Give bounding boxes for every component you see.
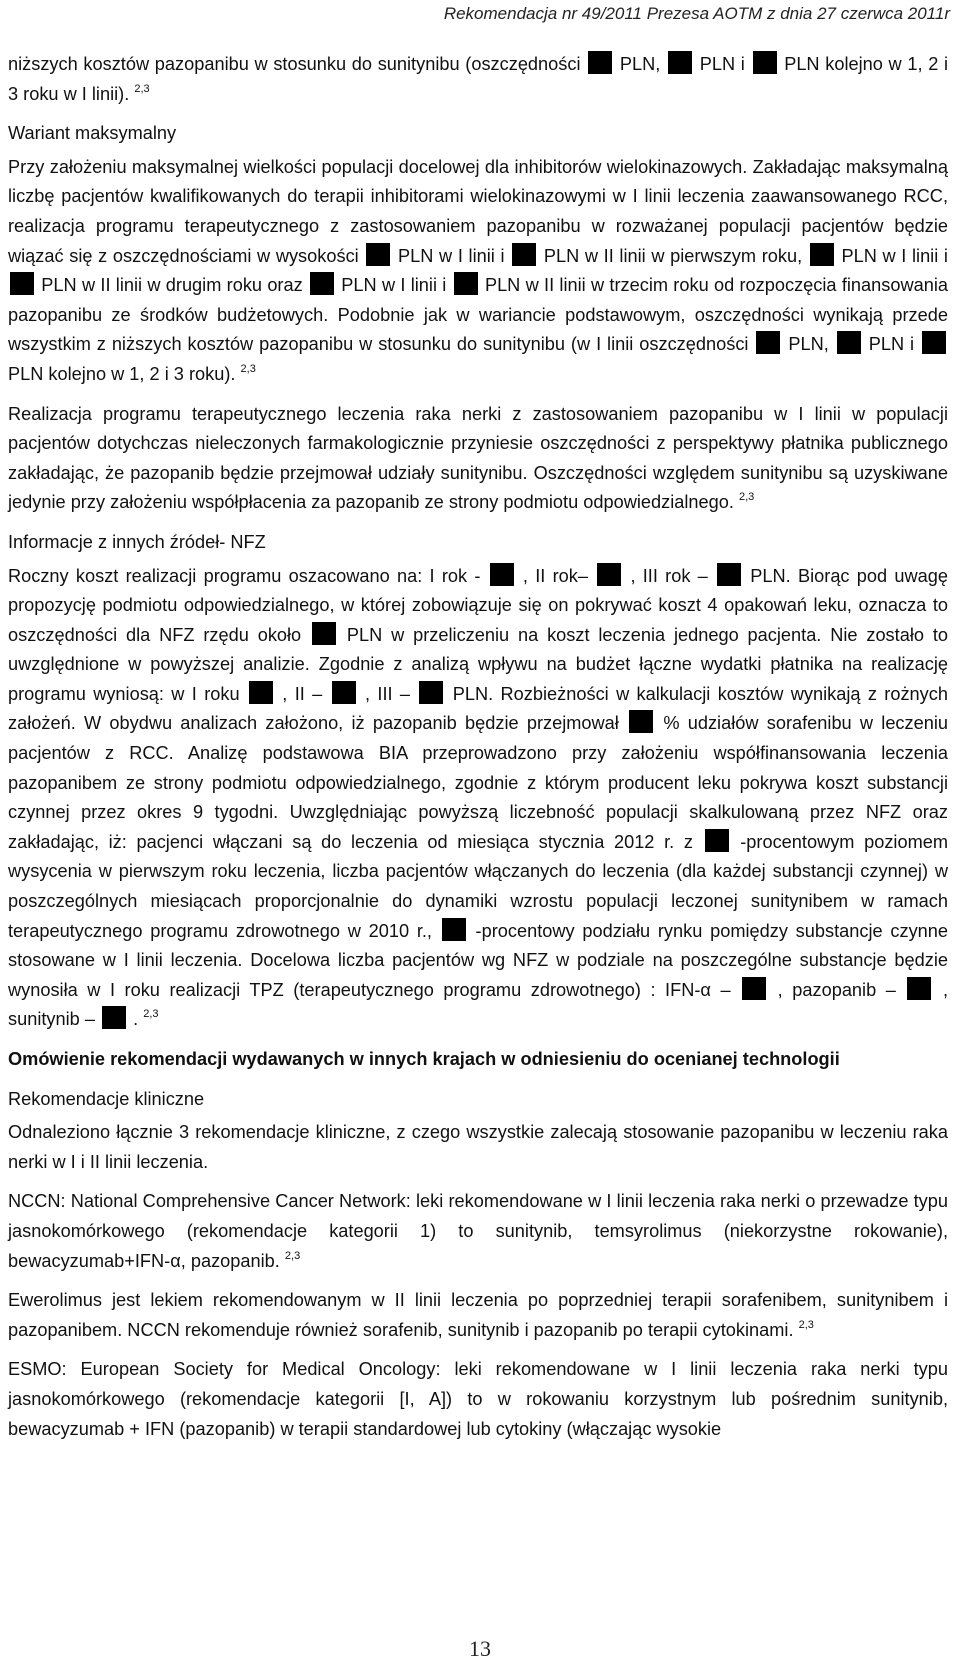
redacted-value — [907, 977, 931, 1000]
citation-ref: 2,3 — [240, 362, 256, 375]
redacted-value — [10, 272, 34, 295]
redacted-value — [512, 243, 536, 266]
text-segment: niższych kosztów pazopanibu w stosunku do sunitynibu (oszczędności — [8, 54, 581, 74]
text-segment: PLN kolejno w 1, 2 i 3 roku). — [8, 363, 236, 384]
redacted-value — [629, 710, 653, 733]
redacted-value — [753, 51, 777, 74]
text-segment: Roczny koszt realizacji programu oszacowano na: I rok - — [8, 565, 481, 586]
text-segment: . — [133, 1009, 139, 1030]
text-segment: % udziałów sorafenibu w leczeniu pacjentów z RCC. Analizę podstawowa BIA przeprowadzono przy założeniu współfinansowania leczenia pazopanibem ze strony podmiotu odpowiedzialnego, zgodnie z którym producent leku pokrywa koszt substancji czynnej przez okres 9 tygodni. Uwzględniając powyższą liczebność populacji skalkulowaną przez NFZ oraz zakładając, iż: pacjenci włączani są do leczenia od miesiąca stycznia 2012 r. z — [8, 713, 949, 852]
citation-ref: 2,3 — [143, 1008, 159, 1021]
redacted-value — [419, 681, 443, 704]
text-segment: PLN i — [699, 54, 745, 74]
text-segment: NCCN: National Comprehensive Cancer Network: leki rekomendowane w I linii leczenia raka nerki o przewadze typu jasnokomórkowego (rekomendacje kategorii 1) to sunitynib, temsyrolimus (niekorzystne rokowanie), bewacyzumab+IFN-α, pazopanib. — [8, 1191, 948, 1271]
citation-ref: 2,3 — [134, 82, 150, 95]
paragraph-ewerolimus — [8, 1286, 948, 1345]
text-segment: PLN. Biorąc pod uwagę propozycję podmiotu odpowiedzialnego, w której zobowiązuje się on pokrywać koszt 4 opakowań leku, oznacza to oszczędności dla NFZ rzędu około — [8, 565, 948, 645]
redacted-value — [717, 563, 741, 586]
text-segment: , II rok– — [522, 565, 588, 586]
text-segment: Realizacja programu terapeutycznego leczenia raka nerki z zastosowaniem pazopanibu w I linii w populacji pacjentów dotychczas nieleczonych farmakologicznie przyniesie oszczędności z perspektywy płatnika publicznego zakładając, że pazopanib będzie przejmował udziały sunitynibu. Oszczędności względem sunitynibu są uzyskiwane jedynie przy założeniu współpłacenia za pazopanib ze strony podmiotu odpowiedzialnego. — [8, 403, 948, 513]
redacted-value — [597, 563, 621, 586]
redacted-value — [490, 563, 514, 586]
paragraph-program-savings — [8, 400, 948, 518]
paragraph-nccn — [8, 1187, 948, 1276]
text-segment: PLN w II linii w trzecim roku od rozpoczęcia finansowania pazopanibu ze środków budżetowych. Podobnie jak w wariancie podstawowym, oszczędności wynikają przede wszystkim z niższych kosztów pazopanibu w stosunku do sunitynibu (w I linii oszczędności — [8, 275, 948, 355]
text-segment: , III rok – — [630, 565, 708, 586]
text-segment: PLN kolejno w 1, 2 i 3 roku w I linii). — [8, 54, 949, 104]
section-heading-nfz: Informacje z innych źródeł- NFZ — [8, 531, 266, 552]
section-heading-international: Omówienie rekomendacji wydawanych w innych krajach w odniesieniu do ocenianej technologii — [8, 1049, 840, 1069]
text-segment: , pazopanib – — [777, 979, 896, 1000]
text-segment: PLN i — [868, 334, 915, 355]
section-heading-wariant-maksymalny: Wariant maksymalny — [8, 123, 177, 144]
redacted-value — [742, 977, 766, 1000]
redacted-value — [756, 331, 780, 354]
text-segment: -procentowy podziału rynku pomiędzy substancje czynne stosowane w I linii leczenia. Docelowa liczba pacjentów wg NFZ w podziale na poszczególne substancje będzie wynosiła w I roku realizacji TPZ (terapeutycznego programu zdrowotnego) : IFN-α – — [8, 920, 949, 1000]
page-number: 13 — [469, 1636, 491, 1661]
paragraph-max-variant — [8, 153, 948, 390]
section-heading-clinical: Rekomendacje kliniczne — [8, 1088, 205, 1109]
text-segment: -procentowym poziomem wysycenia w pierwszym roku leczenia, liczba pacjentów włączanych do leczenia (dla każdej substancji czynnej) w poszczególnych miesiącach proporcjonalnie do dynamiki wzrostu populacji leczonej sunitynibem w ramach terapeutycznego programu zdrowotnego w 2010 r., — [8, 831, 948, 941]
redacted-value — [454, 272, 478, 295]
text-segment: PLN w II linii w drugim roku oraz — [41, 275, 303, 296]
document-body — [8, 50, 948, 1454]
redacted-value — [810, 243, 834, 266]
redacted-value — [249, 681, 273, 704]
redacted-value — [922, 331, 946, 354]
text-segment: , III – — [365, 683, 411, 704]
text-segment: Ewerolimus jest lekiem rekomendowanym w II linii leczenia po poprzedniej terapii sorafenibem, sunitynibem i pazopanibem. NCCN rekomenduje również sorafenib, sunitynib i pazopanib po terapii cytokinami. — [8, 1290, 948, 1340]
text-segment: PLN. Rozbieżności w kalkulacji kosztów wynikają z rożnych założeń. W obydwu analizach założono, iż pazopanib będzie przejmował — [8, 683, 948, 734]
text-segment: PLN, — [619, 54, 661, 74]
citation-ref: 2,3 — [739, 491, 755, 504]
text-segment: PLN w I linii i — [841, 245, 948, 266]
redacted-value — [332, 681, 356, 704]
redacted-value — [588, 51, 612, 74]
redacted-value — [102, 1006, 126, 1029]
citation-ref: 2,3 — [284, 1249, 301, 1262]
paragraph-savings-base — [8, 50, 948, 109]
paragraph-esmo: ESMO: European Society for Medical Oncology: leki rekomendowane w I linii leczenia raka nerki typu jasnokomórkowego (rekomendacje kategorii [I, A]) to w rokowaniu korzystnym lub pośrednim sunitynib, bewacyzumab + IFN (pazopanib) w terapii standardowej lub cytokiny (włączając wysokie — [8, 1359, 948, 1439]
redacted-value — [668, 51, 692, 74]
text-segment: , II – — [282, 683, 323, 704]
text-segment: Przy założeniu maksymalnej wielkości populacji docelowej dla inhibitorów wielokinazowych. Zakładając maksymalną liczbę pacjentów kwalifikowanych do terapii inhibitorami wielokinazowymi w I linii leczenia zaawansowanego RCC, realizacja programu terapeutycznego z zastosowaniem pazopanibu w rozważanej populacji pacjentów będzie wiązać się z oszczędnościami w wysokości — [8, 156, 948, 266]
text-segment: PLN, — [788, 334, 829, 355]
redacted-value — [442, 918, 466, 941]
citation-ref: 2,3 — [798, 1318, 814, 1331]
redacted-value — [310, 272, 334, 295]
text-segment: PLN w przeliczeniu na koszt leczenia jednego pacjenta. Nie zostało to uwzględnione w powyższej analizie. Zgodnie z analizą wpływu na budżet łączne wydatki płatnika na realizację programu wyniosą: w I roku — [8, 624, 948, 704]
text-segment: PLN w II linii w pierwszym roku, — [543, 245, 803, 266]
redacted-value — [312, 622, 336, 645]
paragraph-nfz-costs — [8, 562, 948, 1036]
paragraph-clinical-summary: Odnaleziono łącznie 3 rekomendacje kliniczne, z czego wszystkie zalecają stosowanie pazopanibu w leczeniu raka nerki w I i II linii leczenia. — [8, 1122, 948, 1172]
text-segment: , sunitynib – — [8, 979, 949, 1030]
running-header: Rekomendacja nr 49/2011 Prezesa AOTM z dnia 27 czerwca 2011r — [443, 4, 950, 23]
text-segment: PLN w I linii i — [341, 275, 447, 296]
redacted-value — [837, 331, 861, 354]
redacted-value — [705, 829, 729, 852]
text-segment: PLN w I linii i — [398, 245, 505, 266]
redacted-value — [366, 243, 390, 266]
